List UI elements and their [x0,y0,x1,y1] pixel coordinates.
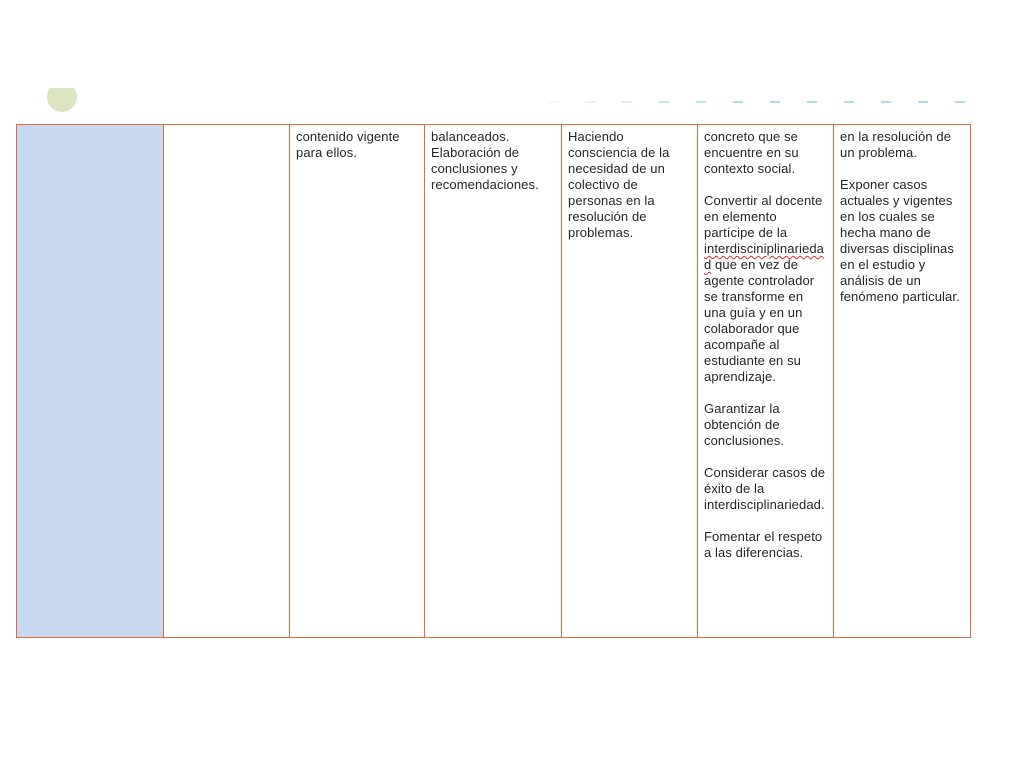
cell-paragraph: Fomentar el respeto a las diferencias. [704,529,823,560]
cell-paragraph: en la resolución de un problema. [840,129,952,160]
cell-paragraph: contenido vigente para ellos. [296,129,400,160]
table-cell [834,125,971,638]
decorative-dashed-line [548,101,970,103]
content-table [16,124,971,638]
cell-paragraph: concreto que se encuentre en su contexto social. [704,129,799,176]
decorative-circle [46,88,78,113]
cell-paragraph: Garantizar la obtención de conclusiones. [704,401,785,448]
table-cell-empty [164,125,290,638]
decorative-circle-shape [47,88,77,112]
cell-paragraph: Haciendo consciencia de la necesidad de un colectivo de personas en la resolución de problemas. [568,129,670,240]
table-cell [562,125,698,638]
table-cell [425,125,562,638]
table-row [17,125,971,638]
cell-paragraph: balanceados. Elaboración de conclusiones y recomendaciones. [431,129,539,192]
cell-paragraph: Exponer casos actuales y vigentes en los cuales se hecha mano de diversas disciplinas en el estudio y análisis de un fenómeno particular. [840,177,960,304]
cell-paragraph [704,193,827,385]
table-cell-shaded [17,125,164,638]
misspelled-word: interdisciniplinariedad [704,241,824,272]
paragraph-text: que en vez de agente controlador se transforme en una guía y en un colaborador que acompañe al estudiante en su aprendizaje. [704,257,815,384]
cell-paragraph: Considerar casos de éxito de la interdisciplinariedad. [704,465,826,512]
table-cell [290,125,425,638]
paragraph-text: Convertir al docente en elemento partícipe de la [704,193,823,240]
table-cell [698,125,834,638]
